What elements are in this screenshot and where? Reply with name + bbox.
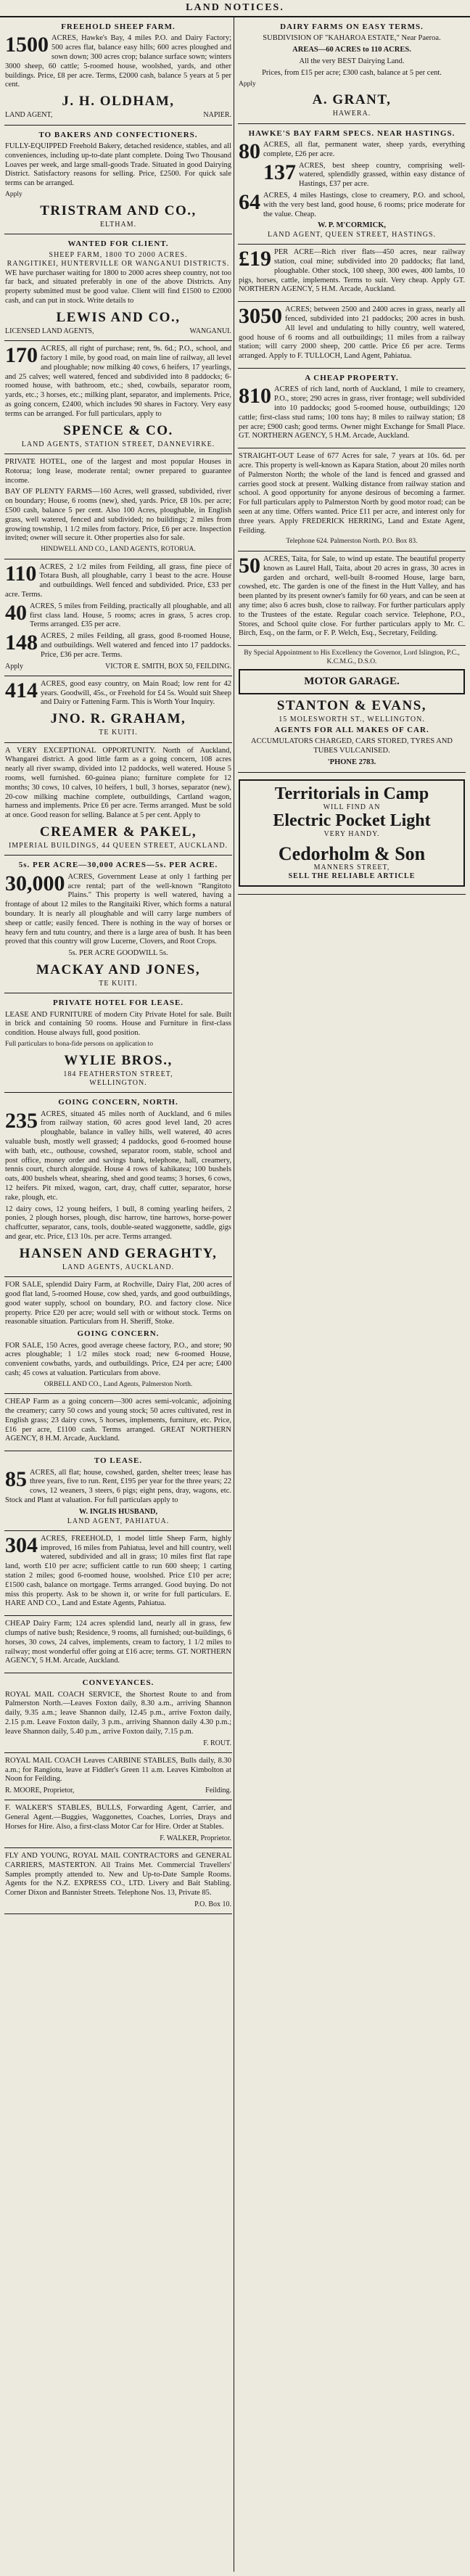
ad-heading: WANTED FOR CLIENT.: [67, 239, 169, 248]
banner-title: MOTOR GARAGE.: [304, 676, 400, 688]
advertiser-name: WYLIE BROS.,: [64, 1052, 173, 1068]
ad-note: All the very BEST Dairying Land.: [299, 57, 405, 65]
ad-body: 148 ACRES, 2 miles Feilding, all grass, good 8-roomed House, and outbuildings. Well watered and fenced into 17 paddocks. Price, £36 per acre. Terms.: [5, 631, 231, 659]
advertiser-name: Cedorholm & Son: [278, 842, 426, 864]
ad-signature: Apply VICTOR E. SMITH, BOX 50, FEILDING.: [5, 662, 231, 670]
phone-number: 'PHONE 2783.: [327, 758, 376, 766]
ad-price: Prices, from £15 per acre; £300 cash, balance at 5 per cent.: [262, 68, 442, 77]
ad-heading: HAWKE'S BAY FARM SPECS. NEAR HASTINGS.: [248, 128, 455, 138]
ad-heading: GOING CONCERN, NORTH.: [58, 1098, 178, 1107]
ad-body: 80 ACRES, all flat, permanent water, sheep yards, everything complete, £26 per acre.: [239, 139, 465, 163]
ad-body: ROYAL MAIL COACH Leaves CARBINE STABLES, Bulls daily, 8.30 a.m.; for Rangiotu, leave at Fiddler's Green 11 a.m. Leaves Kimbolton at Noon for Feilding.: [5, 1756, 231, 1784]
ad-body: 170 ACRES, all right of purchase; rent, 9s. 6d.; P.O., school, and factory 1 mile, by good road, on main line of railway, all level and ploughable; now milking 40 cows, 6 heifers, 17 yearlings, and 25 calves; well watered, fenced and subdivided into 8 paddocks; 6-roomed house, with bathroom, etc.; shed, cowbails, separator room, yards, etc.; 3 horses, etc.; milking plant, separator, and implements. Price, as going concern, £2400, which includes 90 shares in Factory. Very easy terms can be arranged. For full particulars, apply to: [5, 343, 231, 418]
ad-royal-mail-coach: [4, 1673, 232, 1753]
advertiser-town: TE KUITI.: [99, 729, 138, 737]
section-masthead: LAND NOTICES.: [0, 0, 470, 17]
appointment-line: By Special Appointment to His Excellency the Governor, Lord Islington, P.C., K.C.M.G., D.S.O.: [244, 649, 460, 665]
ad-heading: TO BAKERS AND CONFECTIONERS.: [38, 130, 198, 139]
ad-tagline: AGENTS FOR ALL MAKES OF CAR.: [274, 725, 429, 734]
advertiser-town: ELTHAM.: [99, 220, 137, 229]
advertiser-name: MACKAY AND JONES,: [36, 961, 201, 977]
acreage-figure: 40: [5, 600, 27, 625]
acreage-figure: 50: [239, 554, 260, 578]
ad-414-acres: [4, 676, 232, 743]
ad-304-acres: [4, 1531, 232, 1616]
ad-body: 810 ACRES of rich land, north of Auckland, 1 mile to creamery, P.O., store; 290 acres in grass, river frontage; well subdivided into 10 paddocks; good 5-roomed house, outbuildings; 120 cattle; first-class stud rams; 100 tons hay; 8 miles to railway station; £8 per acre; £900 cash; good terms. Owner might Exchange for Small Place. GT. NORTHERN AGENCY, 5 H.M. Arcade, Auckland.: [239, 384, 465, 440]
banner-footer: SELL THE RELIABLE ARTICLE: [288, 872, 416, 881]
ad-note: Full particulars to bona-fide persons on application to: [5, 1041, 153, 1049]
advertiser-name: HANSEN AND GERAGHTY,: [19, 1245, 218, 1261]
ad-river-flats: [238, 245, 466, 302]
ad-heading: DAIRY FARMS ON EASY TERMS.: [280, 22, 424, 31]
ad-freehold-sheep-farm: [4, 17, 232, 126]
ad-signature: F. WALKER, Proprietor.: [160, 1834, 231, 1842]
ad-body: LEASE AND FURNITURE of modern City Private Hotel for sale. Built in brick and containing 50 rooms. House and Furniture in first-class condition. House always full, good position.: [5, 1010, 231, 1038]
ad-cheap-dairy-farm: [4, 1616, 232, 1673]
ad-wanted-for-client: [4, 234, 232, 341]
ad-body: 137 ACRES, best sheep country, comprising well-watered, splendidly grassed, within easy distance of Hastings, £37 per acre.: [263, 160, 465, 189]
ad-cheap-farm: [4, 1394, 232, 1451]
ad-body: 3050 ACRES; between 2500 and 2400 acres in grass, nearly all fenced, subdivided into 21 paddocks; 200 acres in bush. All level and undulating to hilly country, well watered, good house of 6 rooms and all outbuildings; 11 miles from a railway station; will carry 2000 sheep, 200 cattle. Price £6 per acre. Terms arranged. Apply to F. TULLOCH, Land Agent, Pahiatua.: [239, 304, 465, 361]
advertiser-name: TRISTRAM AND CO.,: [40, 202, 197, 218]
left-column: [4, 17, 232, 2572]
ad-heading: A CHEAP PROPERTY.: [305, 374, 399, 383]
ad-body: 85 ACRES, all flat; house, cowshed, garden, shelter trees; lease has three years, five to run. Rent, £195 per year for the three years; 22 cows, 12 weaners, 3 steers, 6 pigs; eight pens, dray, wagons, etc. Stock and Plant at valuation. For full particulars apply to: [5, 1467, 231, 1505]
advertiser-address: LAND AGENT, QUEEN STREET, HASTINGS.: [267, 231, 437, 239]
ad-electric-pocket-light: [238, 773, 466, 895]
advertiser-address: MANNERS STREET,: [313, 863, 390, 871]
ad-areas: AREAS—60 ACRES to 110 ACRES.: [292, 46, 411, 54]
acreage-figure: 414: [5, 678, 38, 702]
apply-label: Apply: [239, 80, 256, 88]
ad-bakery: [4, 126, 232, 234]
ad-kaharoa-estate: [238, 17, 466, 124]
advertiser-name: JNO. R. GRAHAM,: [50, 711, 186, 727]
advertiser-name: STANTON & EVANS,: [276, 697, 427, 713]
ad-body: STRAIGHT-OUT Lease of 677 Acres for sale, 7 years at 10s. 6d. per acre. This property is well-known as Kapara Station, about 20 miles north of Palmerston North; the whole of the land is fenced and grassed and carries good stock at present. Walking distance from railway station and school. A good opportunity for anyone desirous of becoming a farmer. For full particulars apply to Palmerston North by good motor road; can be seen at any time. Offers wanted. Price £11 per acre, and interest only for three years. Apply FREDERICK HERRING, Land and Estate Agent, Feilding.: [239, 452, 465, 535]
ad-heading: 5s. PER ACRE—30,000 ACRES—5s. PER ACRE.: [18, 861, 218, 870]
ad-subheading: SHEEP FARM, 1800 TO 2000 ACRES.: [49, 251, 188, 260]
ad-body: 304 ACRES, FREEHOLD, 1 model little Sheep Farm, highly improved, 16 miles from Pahiatua, level and hill country, well watered, subdivided and all in grass; 10 miles first flat rape land, worth £10 per acre; sufficient cattle to run 600 sheep; 1 carting station 2 miles; good 6-roomed house, woolshed. Price £10 per acre; £1500 cash, balance on mortgage. Terms arranged. Good buying. Do not miss this property. Ask to be shown it, or write for full particulars. E. HARE AND CO., Land and Estate Agents, Pahiatua.: [5, 1533, 231, 1608]
ad-telephone: Telephone 624. Palmerston North. P.O. Box 83.: [286, 538, 418, 546]
acreage-figure: 1500: [5, 33, 49, 57]
acreage-figure: 137: [263, 160, 296, 184]
ad-carbine-stables: [4, 1753, 232, 1801]
ad-signature: R. MOORE, Proprietor, Feilding.: [5, 1787, 231, 1795]
ad-body: £19 PER ACRE—Rich river flats—450 acres, near railway station, coal mine; subdivided into 20 paddocks; flat land, ploughable. Other stock, 100 sheep, 300 ewes, 400 lambs, 10 pigs, horses, cattle, implements. Terms to suit. Very cheap. Apply GT. NORTHERN AGENCY, 5 H.M. Arcade, Auckland.: [239, 247, 465, 294]
acreage-figure: 30,000: [5, 871, 65, 895]
ad-body: SUBDIVISION OF "KAHAROA ESTATE," Near Paeroa.: [263, 34, 441, 43]
ad-rangitoto-plains: [4, 856, 232, 993]
ad-taita-estate: [238, 551, 466, 646]
ad-body: BAY OF PLENTY FARMS—160 Acres, well grassed, subdivided, river on boundary; House, 6 rooms (new), shed, yards. Price, £8 10s. per acre; £500 cash, balance 5 per cent. Also 100 Acres, ploughable, in English grass, well watered, fenced and subdivided; no buildings; 2 miles from growing township, 1 1/2 miles from factory. Price, £6 per acre. Inspection invited; owner will secure it. Other properties also for sale.: [5, 488, 231, 543]
advertiser-name: SPENCE & CO.: [63, 422, 173, 438]
section-heading: CONVEYANCES.: [82, 1678, 154, 1688]
ad-body: 50 ACRES, Taita, for Sale, to wind up estate. The beautiful property known as Laurel Hall, Taita, about 20 acres in grass, 30 acres in garden and orchard, well-built 8-roomed House, large barn, cowshed, etc. The garden is one of the finest in the Hutt Valley, and has been planted by its present owner's family for 60 years, and can be seen at any time; also 6 acres bush, close to railway. For further particulars apply to the Trustees of the estate. Regular coach service. Telephone, P.O., Stores, and School quite close. For further particulars apply to Mr. C. Birch, Esq., on the farm, or F. P. Welch, Esq., Secretary, Feilding.: [239, 554, 465, 638]
ad-signature: HINDWELL AND CO., LAND AGENTS, ROTORUA.: [41, 546, 196, 554]
ad-signature: F. ROUT.: [203, 1739, 231, 1747]
acreage-figure: 85: [5, 1467, 27, 1491]
ad-body: 64 ACRES, 4 miles Hastings, close to creamery, P.O. and school, with the very best land, good house, 6 rooms; price moderate for the value. Cheap.: [239, 189, 465, 218]
ad-rochville-dairy: [4, 1277, 232, 1394]
ad-body: 12 dairy cows, 12 young heifers, 1 bull, 8 coming yearling heifers, 2 ponies, 2 plough horses, plough, disc harrow, tine harrows, horse-power chaffcutter, separator, cans, tools, double-seated waggonette, saddle, gigs and gear, etc. Price, £13 10s. per acre. Terms arranged.: [5, 1205, 231, 1241]
ad-body: FOR SALE, splendid Dairy Farm, at Rochville, Dairy Flat, 200 acres of good flat land, 5-roomed House, cow shed, yards, and good outbuildings, good water supply, school on boundary, P.O. and factory close. Nice property. Price £20 per acre; would sell with or without stock. Terms on reasonable situation. Particulars from H. Sheriff, Stoke.: [5, 1281, 231, 1326]
ad-dairy-170-acres: [4, 341, 232, 454]
banner-headline: Territorials in Camp: [274, 784, 429, 803]
advertiser-name: A. GRANT,: [312, 92, 392, 108]
acreage-figure: 110: [5, 561, 37, 586]
advertiser-address: LAND AGENT, PAHIATUA.: [67, 1517, 170, 1525]
ad-body: 414 ACRES, good easy country, on Main Road; low rent for 42 years. Goodwill, 45s., or Freehold for £4 5s. Would suit Sheep and Dairy or Fattening Farm. This is Worth Your Inquiry.: [5, 678, 231, 707]
ad-body: CHEAP Farm as a going concern—300 acres semi-volcanic, adjoining the creamery; carry 50 cows and young stock; 50 acres cultivated, rest in English grass; 23 dairy cows, 5 horses, implements, furniture, etc. Price, £16 per acre, £1100 cash. Terms arranged. GREAT NORTHERN AGENCY, 8 H.M. Arcade, Auckland.: [5, 1398, 231, 1443]
advertiser-name: W. INGLIS HUSBAND,: [78, 1507, 158, 1516]
right-column: [238, 17, 466, 2572]
banner-subline: VERY HANDY.: [323, 830, 380, 839]
ad-body: A VERY EXCEPTIONAL OPPORTUNITY. North of Auckland, Whangarei district. A good little farm as a going concern, 108 acres nearly all river swamp, divided into 12 paddocks, well watered. House 5 rooms, well furnished. 60-guinea piano; furniture complete for 12 months; 30 cows, 10 calves, 10 heifers, 1 bull, 3 horses, separator (new), 20-cow milking machine complete, outbuildings, Cartland wagon, harness and implements. Price £6 per acre. Terms arranged. Must be sold at once. Good reason for selling. Balance at 5 per cent. Apply to: [5, 746, 231, 820]
ad-body: CHEAP Dairy Farm; 124 acres splendid land, nearly all in grass, few clumps of native bush; Residence, 9 rooms, all furnished; out-buildings, 6 horses, 30 cows, 24 calves, implements, cream to factory, 1 1/2 miles to railway; most wonderful offer going at £16 acre; terms. GT. NORTHERN AGENCY, 5 H.M. Arcade, Auckland.: [5, 1620, 231, 1665]
advertiser-town: HAWERA.: [332, 110, 371, 118]
ad-body: 235 ACRES, situated 45 miles north of Auckland, and 6 miles from railway station, 60 acres good level land, 20 acres ploughable, balance in valley hills, well watered, 40 acres valuable bush, mostly well grassed; 4 paddocks, good 6-roomed house with bath, etc., outhouse, cowshed, separator room, stable, school and post office, money order and savings bank, telephone, hall, creamery, tennis court, church alongside. House 4 rows of kahikatea; 100 bushels oats, 400 bushels wheat, shearing, shed and good teams; 3 horses, 6 cows, 12 heifers. Pit mixed, wagon, cart, dray, chaff cutter, separator, horse rake, plough, etc.: [5, 1108, 231, 1202]
ad-to-lease: [4, 1451, 232, 1531]
ad-body: FOR SALE, 150 Acres, good average cheese factory, P.O., and store; 90 acres ploughable; 1 1/2 miles stock road; new 6-roomed House, convenient cowbaths, yards, and outbuildings. Price, £24 per acre; £400 cash; 45 cows at valuation. Particulars from above.: [5, 1341, 231, 1377]
acreage-figure: 64: [239, 189, 260, 214]
advertiser-address: LAND AGENTS, AUCKLAND.: [62, 1263, 175, 1271]
acreage-figure: 148: [5, 631, 38, 655]
acreage-figure: 170: [5, 343, 38, 368]
ad-hawkes-bay-farms: [238, 124, 466, 245]
ad-heading: FREEHOLD SHEEP FARM.: [61, 22, 176, 31]
ad-whangarei-farm: [4, 743, 232, 856]
advertiser-town: TE KUITI.: [99, 980, 138, 988]
ad-heading: PRIVATE HOTEL FOR LEASE.: [52, 998, 184, 1008]
ad-body: PRIVATE HOTEL, one of the largest and most popular Houses in Rotorua; long lease, moderate rental; owner prepared to guarantee income.: [5, 457, 231, 485]
ad-price: 5s. PER ACRE GOODWILL 5s.: [68, 949, 168, 958]
banner-product: Electric Pocket Light: [273, 811, 431, 831]
advertiser-address: IMPERIAL BUILDINGS, 44 QUEEN STREET, AUCKLAND.: [8, 842, 228, 850]
acreage-figure: 3050: [239, 304, 282, 329]
ad-services: ACCUMULATORS CHARGED, CARS STORED, TYRES AND TUBES VULCANISED.: [250, 737, 453, 755]
motor-garage-banner: [239, 669, 465, 694]
banner-subline: WILL FIND AN: [323, 803, 381, 811]
ad-signature: ORBELL AND CO., Land Agents, Palmerston North.: [44, 1380, 193, 1388]
ad-heading: GOING CONCERN.: [77, 1329, 160, 1339]
advertiser-address: LAND AGENTS, STATION STREET, DANNEVIRKE.: [21, 440, 215, 448]
ad-feilding-farms: [4, 559, 232, 676]
electric-light-banner: [239, 779, 465, 887]
advertiser-name: J. H. OLDHAM,: [62, 94, 175, 110]
ad-3050-acres: [238, 302, 466, 369]
ad-body: 40 ACRES, 5 miles from Feilding, practically all ploughable, and all first class land. House, 5 rooms; acres in grass, 5 acres crop. Terms arranged. £35 per acre.: [5, 600, 231, 629]
ad-rotorua-hotel: [4, 454, 232, 559]
ad-motor-garage: [238, 646, 466, 773]
ad-walkers-stables: [4, 1800, 232, 1848]
ad-body: WE have purchaser waiting for 1800 to 2000 acres sheep country, not too far back, and situated preferably in one of the above Districts. Any property submitted must be good value. Client will find £1500 to £2000 cash, and can put in stock. Write details to: [5, 268, 231, 305]
ad-signature: LAND AGENT, NAPIER.: [5, 111, 231, 120]
ad-private-hotel-lease: [4, 993, 232, 1093]
acreage-figure: 235: [5, 1108, 38, 1133]
advertiser-address: 15 MOLESWORTH ST., WELLINGTON.: [279, 715, 425, 723]
acreage-figure: 810: [239, 384, 271, 409]
ad-body: FLY AND YOUNG, ROYAL MAIL CONTRACTORS and GENERAL CARRIERS, MASTERTON. All Trains Met. Commercial Travellers' Samples promptly attended to. New and Up-to-Date Sample Rooms. Agents for the N.Z. EXPRESS CO., LTD. Livery and Bait Stabling. Corner Dixon and Bannister Streets. Telephone Nos. 13, Private 85.: [5, 1851, 231, 1898]
advertiser-address: 184 FEATHERSTON STREET,: [63, 1070, 173, 1078]
price-figure: £19: [239, 247, 271, 271]
ad-body: ROYAL MAIL COACH SERVICE, the Shortest Route to and from Palmerston North.—Leaves Foxton daily, 8.30 a.m., arriving Shannon daily, 9.35 a.m.; leave Shannon daily, 12.45 p.m., arrive Foxton daily, 2.15 p.m. Leave Foxton daily, 3 p.m., arriving Shannon daily 4.30 p.m.; leave Shannon daily, 5.40 p.m., arrive Foxton daily, 7.15 p.m.: [5, 1690, 231, 1736]
ad-straight-out-lease: [238, 448, 466, 551]
ad-fly-and-young: [4, 1848, 232, 1914]
ad-body: 1500 ACRES, Hawke's Bay, 4 miles P.O. and Dairy Factory; 500 acres flat, balance easy hills; 600 acres ploughed and sown down; 300 acres crop; balance surface sown; winters 3000 sheep, 60 cattle; 5-roomed house, woolshed, yards, and other buildings. Price, £8 per acre. Terms, £2000 cash, balance 5 years at 5 per cent.: [5, 33, 231, 89]
ad-going-concern-north: [4, 1093, 232, 1277]
ad-signature: LICENSED LAND AGENTS, WANGANUI.: [5, 327, 231, 336]
advertiser-name: LEWIS AND CO.,: [56, 309, 181, 325]
ad-subheading: RANGITIKEI, HUNTERVILLE OR WANGANUI DISTRICTS.: [7, 260, 230, 268]
ad-body: FULLY-EQUIPPED Freehold Bakery, detached residence, stables, and all conveniences, including up-to-date plant complete. Doing Two Thousand Loaves per week, and large small-goods Trade. Situated in good Dairying District. Satisfactory reasons for selling. Price, £2500. For quick sale terms can be arranged.: [5, 141, 231, 188]
ad-body: 30,000 ACRES, Government Lease at only 1 farthing per acre rental; part of the well-known "Rangitoto Plains." This property is well watered, having a frontage of about 12 miles to the Rangitaiki River, which forms a natural boundary. It is nearly all ploughable and will carry large numbers of sheep or cattle; easily fenced. There is nothing in the way of horses or heavy fern and tutu country, and there is a large area of bush. It has been proved that this country will grow Lucerne, Clovers, and Root Crops.: [5, 871, 231, 946]
ad-body: F. WALKER'S STABLES, BULLS, Forwarding Agent, Carrier, and General Agent.—Buggies, Waggonettes, Coaches, Lorries, Drays and Horses for Hire. Also, a first-class Motor Car for Hire. Order at Stables.: [5, 1804, 231, 1831]
apply-label: Apply: [5, 190, 22, 198]
advertiser-name: W. P. M'CORMICK,: [317, 221, 387, 230]
acreage-figure: 80: [239, 139, 260, 163]
ad-signature: P.O. Box 10.: [194, 1900, 231, 1908]
advertiser-name: CREAMER & PAKEL,: [39, 824, 197, 840]
advertiser-town: WELLINGTON.: [89, 1079, 147, 1087]
acreage-figure: 304: [5, 1533, 38, 1557]
ad-cheap-property: [238, 369, 466, 448]
ad-heading: TO LEASE.: [94, 1456, 143, 1466]
ad-body: 110 ACRES, 2 1/2 miles from Feilding, all grass, fine piece of Totara Bush, all ploughable, carry 1 beast to the acre. House and outbuildings. Well fenced and subdivided. Price, £33 per acre. Terms.: [5, 561, 231, 599]
